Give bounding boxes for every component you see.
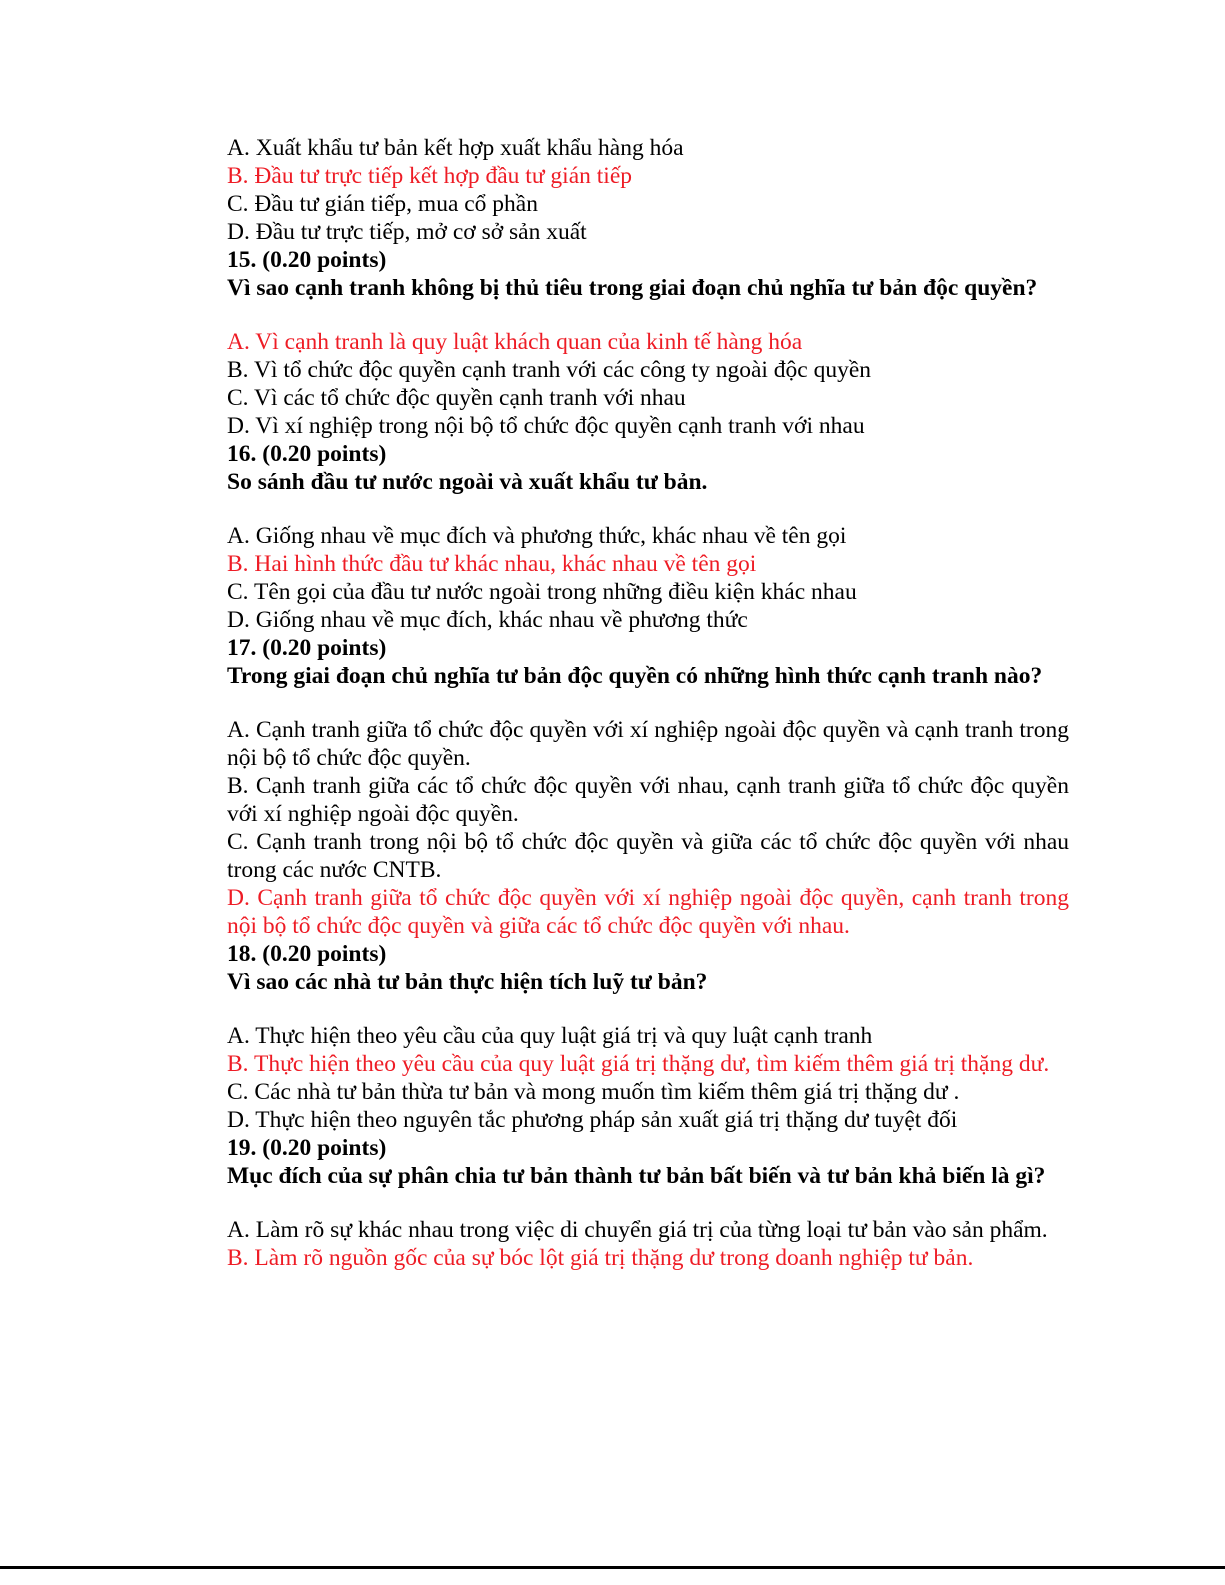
q17-option-b: B. Cạnh tranh giữa các tổ chức độc quyền với nhau, cạnh tranh giữa tổ chức độc quyền với xí nghiệp ngoài độc quyền. bbox=[227, 773, 1069, 827]
q14-option-d: D. Đầu tư trực tiếp, mở cơ sở sản xuất bbox=[227, 219, 587, 245]
q16-option-d: D. Giống nhau về mục đích, khác nhau về phương thức bbox=[227, 607, 748, 633]
question-18 bbox=[227, 940, 1069, 1134]
q18-option-c: C. Các nhà tư bản thừa tư bản và mong muốn tìm kiếm thêm giá trị thặng dư . bbox=[227, 1079, 960, 1105]
q15-option-b: B. Vì tổ chức độc quyền cạnh tranh với các công ty ngoài độc quyền bbox=[227, 357, 872, 383]
page-bottom-edge bbox=[0, 1566, 1225, 1569]
q18-question: Vì sao các nhà tư bản thực hiện tích luỹ tư bản? bbox=[227, 969, 708, 995]
question-14 bbox=[227, 134, 1069, 246]
q18-option-d: D. Thực hiện theo nguyên tắc phương pháp sản xuất giá trị thặng dư tuyệt đối bbox=[227, 1107, 958, 1133]
q15-option-a-correct: A. Vì cạnh tranh là quy luật khách quan của kinh tế hàng hóa bbox=[227, 329, 803, 355]
q16-question: So sánh đầu tư nước ngoài và xuất khẩu tư bản. bbox=[227, 469, 708, 495]
q14-option-a: A. Xuất khẩu tư bản kết hợp xuất khẩu hàng hóa bbox=[227, 135, 684, 161]
spacer bbox=[227, 1190, 1069, 1216]
question-17 bbox=[227, 634, 1069, 940]
q17-header: 17. (0.20 points) bbox=[227, 635, 387, 661]
q18-header: 18. (0.20 points) bbox=[227, 941, 387, 967]
q17-option-c: C. Cạnh tranh trong nội bộ tổ chức độc quyền và giữa các tổ chức độc quyền với nhau trong các nước CNTB. bbox=[227, 829, 1069, 883]
question-19 bbox=[227, 1134, 1069, 1272]
q16-option-b-correct: B. Hai hình thức đầu tư khác nhau, khác nhau về tên gọi bbox=[227, 551, 757, 577]
spacer bbox=[227, 302, 1069, 328]
q19-option-b-correct: B. Làm rõ nguồn gốc của sự bóc lột giá trị thặng dư trong doanh nghiệp tư bản. bbox=[227, 1245, 974, 1271]
q14-option-c: C. Đầu tư gián tiếp, mua cổ phần bbox=[227, 191, 538, 217]
spacer bbox=[227, 690, 1069, 716]
q15-option-d: D. Vì xí nghiệp trong nội bộ tổ chức độc quyền cạnh tranh với nhau bbox=[227, 413, 865, 439]
spacer bbox=[227, 496, 1069, 522]
q17-question: Trong giai đoạn chủ nghĩa tư bản độc quyền có những hình thức cạnh tranh nào? bbox=[227, 663, 1043, 689]
q17-option-d-correct: D. Cạnh tranh giữa tổ chức độc quyền với xí nghiệp ngoài độc quyền, cạnh tranh trong nội bộ tổ chức độc quyền và giữa các tổ chức độc quyền với nhau. bbox=[227, 885, 1069, 939]
q19-header: 19. (0.20 points) bbox=[227, 1135, 387, 1161]
q14-option-b-correct: B. Đầu tư trực tiếp kết hợp đầu tư gián tiếp bbox=[227, 163, 633, 189]
q16-option-c: C. Tên gọi của đầu tư nước ngoài trong những điều kiện khác nhau bbox=[227, 579, 857, 605]
q19-question: Mục đích của sự phân chia tư bản thành tư bản bất biến và tư bản khả biến là gì? bbox=[227, 1163, 1046, 1189]
question-15 bbox=[227, 246, 1069, 440]
spacer bbox=[227, 996, 1069, 1022]
q18-option-b-correct: B. Thực hiện theo yêu cầu của quy luật giá trị thặng dư, tìm kiếm thêm giá trị thặng dư. bbox=[227, 1051, 1050, 1077]
q19-option-a: A. Làm rõ sự khác nhau trong việc di chuyển giá trị của từng loại tư bản vào sản phẩm. bbox=[227, 1217, 1048, 1243]
q16-option-a: A. Giống nhau về mục đích và phương thức, khác nhau về tên gọi bbox=[227, 523, 847, 549]
q18-option-a: A. Thực hiện theo yêu cầu của quy luật giá trị và quy luật cạnh tranh bbox=[227, 1023, 873, 1049]
q15-header: 15. (0.20 points) bbox=[227, 247, 387, 273]
question-16 bbox=[227, 440, 1069, 634]
q17-option-a: A. Cạnh tranh giữa tổ chức độc quyền với xí nghiệp ngoài độc quyền và cạnh tranh trong nội bộ tổ chức độc quyền. bbox=[227, 717, 1069, 771]
q15-option-c: C. Vì các tổ chức độc quyền cạnh tranh với nhau bbox=[227, 385, 686, 411]
q15-question: Vì sao cạnh tranh không bị thủ tiêu trong giai đoạn chủ nghĩa tư bản độc quyền? bbox=[227, 275, 1038, 301]
document-page bbox=[227, 134, 1069, 1272]
q16-header: 16. (0.20 points) bbox=[227, 441, 387, 467]
